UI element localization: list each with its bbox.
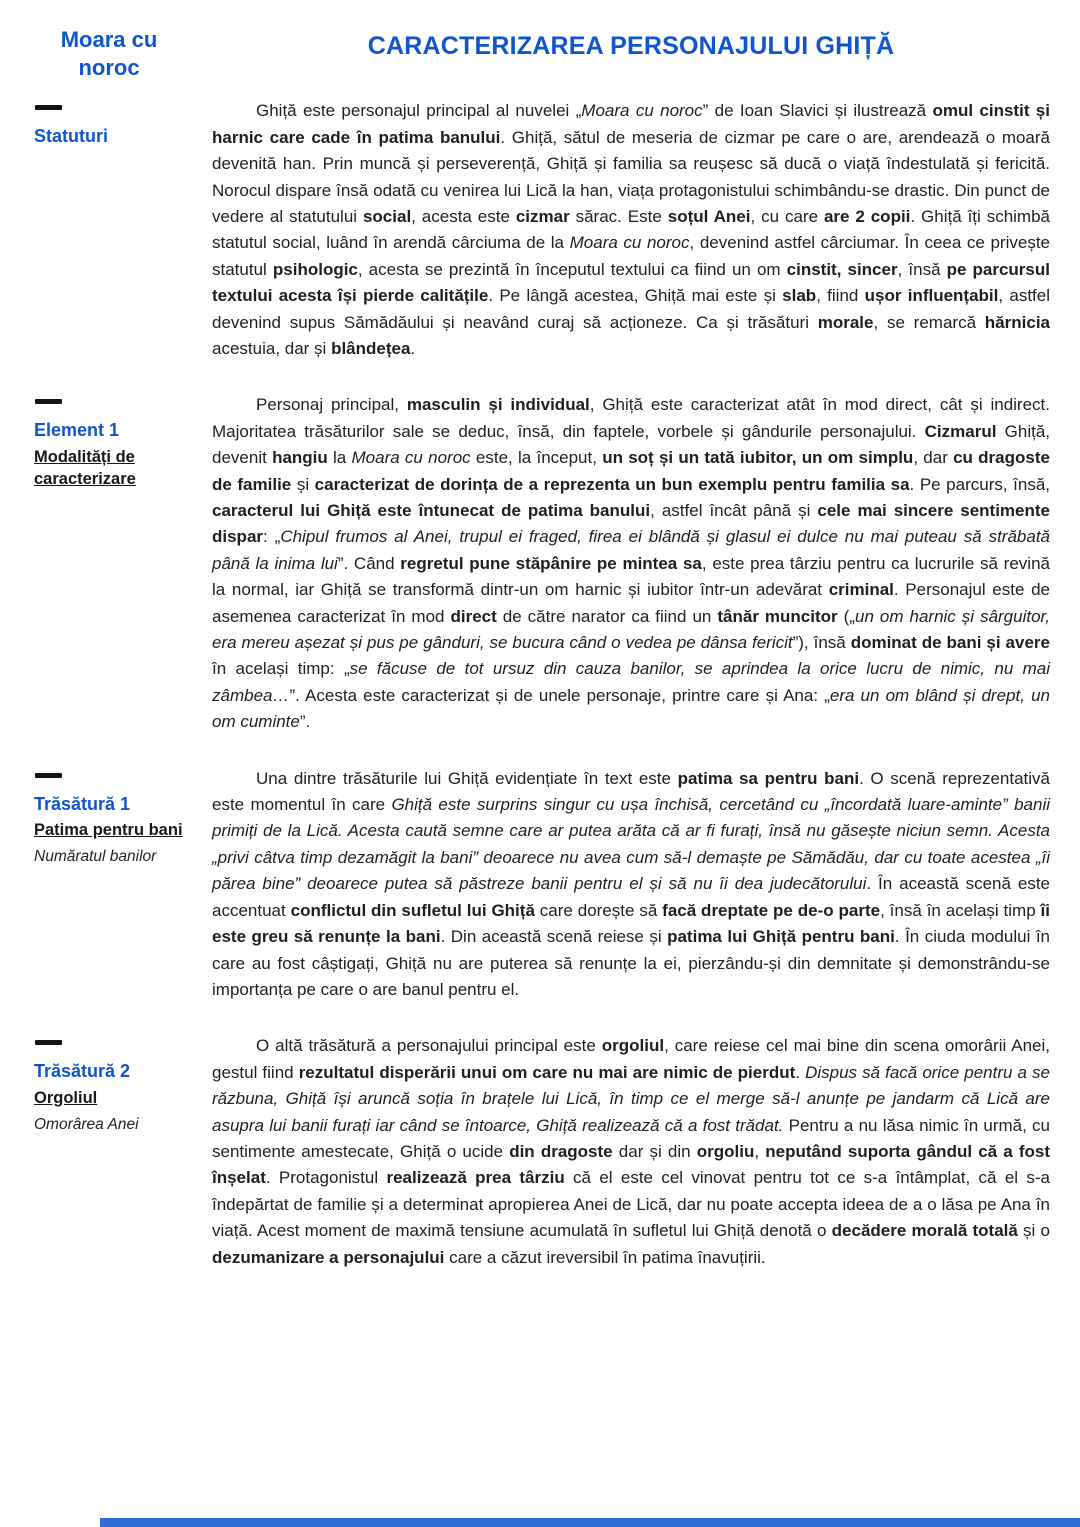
doc-title: Moara cu noroc bbox=[60, 27, 158, 81]
sidebar-subheading-orgoliul: Orgoliul bbox=[34, 1088, 98, 1107]
sidebar-section-trasatura-2 bbox=[34, 1033, 184, 1135]
sidebar-header-cell bbox=[34, 26, 184, 82]
section-dash-icon bbox=[35, 1040, 62, 1045]
sidebar-note-omorarea: Omorârea Anei bbox=[34, 1115, 139, 1133]
sidebar-subheading-patima: Patima pentru bani bbox=[34, 821, 183, 840]
paragraph-trasatura-1: Una dintre trăsăturile lui Ghiță evidențiate în text este patima sa pentru bani. O scenă reprezentativă este momentul în care Ghiță este surprins singur cu ușa închisă, cercetând cu „încordată luare-aminte” banii primiți de la Lică. Acesta caută semne care ar putea arăta că ar fi furați, însă nu găsește niciun semn. Acesta „privi câtva timp dezamăgit la bani” deoarece nu avea cum să-l demaște pe Sămădău, dar cu toate acestea „îi părea bine” deoarece putea să păstreze banii pentru el și să nu îi dea judecătorului. În această scenă este accentuat conflictul din sufletul lui Ghiță care dorește să facă dreptate pe de-o parte, însă în același timp îi este greu să renunțe la bani. Din această scenă reiese și patima lui Ghiță pentru bani. În ciuda modului în care au fost câștigați, Ghiță nu are puterea să renunțe la ei, pierzându-și din demnitate și demonstrându-se importanța pe care o are banul pentru el. bbox=[212, 768, 1051, 999]
content-cell-trasatura-2 bbox=[212, 1033, 1050, 1301]
section-row-trasatura-1 bbox=[34, 766, 1050, 1034]
content-cell-statuturi bbox=[212, 98, 1050, 392]
sidebar-heading-trasatura-1: Trăsătură 1 bbox=[34, 793, 131, 814]
sidebar-section-trasatura-1 bbox=[34, 766, 184, 868]
sidebar-heading-element-1: Element 1 bbox=[34, 420, 120, 441]
paragraph-statuturi: Ghiță este personajul principal al nuvelei „Moara cu noroc” de Ioan Slavici și ilustrează omul cinstit și harnic care cade în patima banului. Ghiță, sătul de meseria de cizmar pe care o are, arendează o moară devenită han. Prin muncă și perseverență, Ghiță și familia sa reușesc să ducă o viață îndestulată și fericită. Norocul dispare însă odată cu venirea lui Lică la han, viața protagonistului schimbându-se drastic. Din punct de vedere al statutului social, acesta este cizmar sărac. Este soțul Anei, cu care are 2 copii. Ghiță îți schimbă statutul social, luând în arendă cârciuma de la Moara cu noroc, devenind astfel cârciumar. În ceea ce privește statutul psihologic, acesta se prezintă în începutul textului ca fiind un om cinstit, sincer, însă pe parcursul textului acesta își pierde calitățile. Pe lângă acestea, Ghiță mai este și slab, fiind ușor influențabil, astfel devenind supus Sămădăului și neavând curaj să acționeze. Ca și trăsături morale, se remarcă hărnicia acestuia, dar și blândețea. bbox=[212, 101, 1051, 358]
section-dash-icon bbox=[35, 105, 62, 110]
content-cell-trasatura-1 bbox=[212, 766, 1050, 1034]
sidebar-subheading-modalitati: Modalități de caracterizare bbox=[34, 447, 136, 488]
sidebar-heading-trasatura-2: Trăsătură 2 bbox=[34, 1061, 131, 1082]
sidebar-section-statuturi bbox=[34, 98, 184, 153]
section-row-trasatura-2 bbox=[34, 1033, 1050, 1301]
section-row-element-1 bbox=[34, 392, 1050, 765]
section-row-statuturi bbox=[34, 98, 1050, 392]
sidebar-heading-statuturi: Statuturi bbox=[34, 126, 108, 147]
section-dash-icon bbox=[35, 399, 62, 404]
section-dash-icon bbox=[35, 773, 62, 778]
page-title: CARACTERIZAREA PERSONAJULUI GHIȚĂ bbox=[367, 32, 895, 60]
paragraph-trasatura-2: O altă trăsătură a personajului principal este orgoliul, care reiese cel mai bine din scena omorârii Anei, gestul fiind rezultatul disperării unui om care nu mai are nimic de pierdut. Dispus să facă orice pentru a se răzbuna, Ghiță își aruncă soția în brațele lui Lică, în timp ce el merge să-l anunțe pe jandarm că Lică are asupra lui banii furați iar când se întoarce, Ghiță realizează că a fost trădat. Pentru a nu lăsa nimic în urmă, cu sentimente amestecate, Ghiță o ucide din dragoste dar și din orgoliu, neputând suporta gândul că a fost înșelat. Protagonistul realizează prea târziu că el este cel vinovat pentru tot ce s-a întâmplat, că el s-a îndepărtat de familie și a determinat apropierea Anei de Lică, dar nu poate accepta ideea de a o lăsa pe Ana în viață. Acest moment de maximă tensiune acumulată în sufletul lui Ghiță denotă o decădere morală totală și o dezumanizare a personajului care a căzut ireversibil în patima înavuțirii. bbox=[212, 1036, 1051, 1267]
sidebar-note-numaratul: Număratul banilor bbox=[34, 847, 157, 865]
content-cell-element-1 bbox=[212, 392, 1050, 765]
sidebar-section-element-1 bbox=[34, 392, 184, 490]
main-header-cell bbox=[212, 26, 1050, 61]
next-page-edge bbox=[100, 1518, 1080, 1527]
paragraph-element-1: Personaj principal, masculin și individual, Ghiță este caracterizat atât în mod direct, cât și indirect. Majoritatea trăsăturilor sale se deduc, însă, din faptele, vorbele și gândurile personajului. Cizmarul Ghiță, devenit hangiu la Moara cu noroc este, la început, un soț și un tată iubitor, un om simplu, dar cu dragoste de familie și caracterizat de dorința de a reprezenta un bun exemplu pentru familia sa. Pe parcurs, însă, caracterul lui Ghiță este întunecat de patima banului, astfel încât până și cele mai sincere sentimente dispar: „Chipul frumos al Anei, trupul ei fraged, firea ei blândă și glasul ei dulce nu mai puteau să străbată până la inima lui”. Când regretul pune stăpânire pe mintea sa, este prea târziu pentru ca lucrurile să revină la normal, iar Ghiță se transformă dintr-un om harnic și iubitor într-un adevărat criminal. Personajul este de asemenea caracterizat în mod direct de către narator ca fiind un tânăr muncitor („un om harnic și sârguitor, era mereu așezat și pus pe gânduri, se bucura când o vedea pe dânsa fericit”), însă dominat de bani și avere în același timp: „se făcuse de tot ursuz din cauza banilor, se aprindea la orice lucru de nimic, nu mai zâmbea…”. Acesta este caracterizat și de unele personaje, printre care și Ana: „era un om blând și drept, un om cuminte”. bbox=[212, 395, 1051, 732]
header-row bbox=[34, 26, 1050, 82]
